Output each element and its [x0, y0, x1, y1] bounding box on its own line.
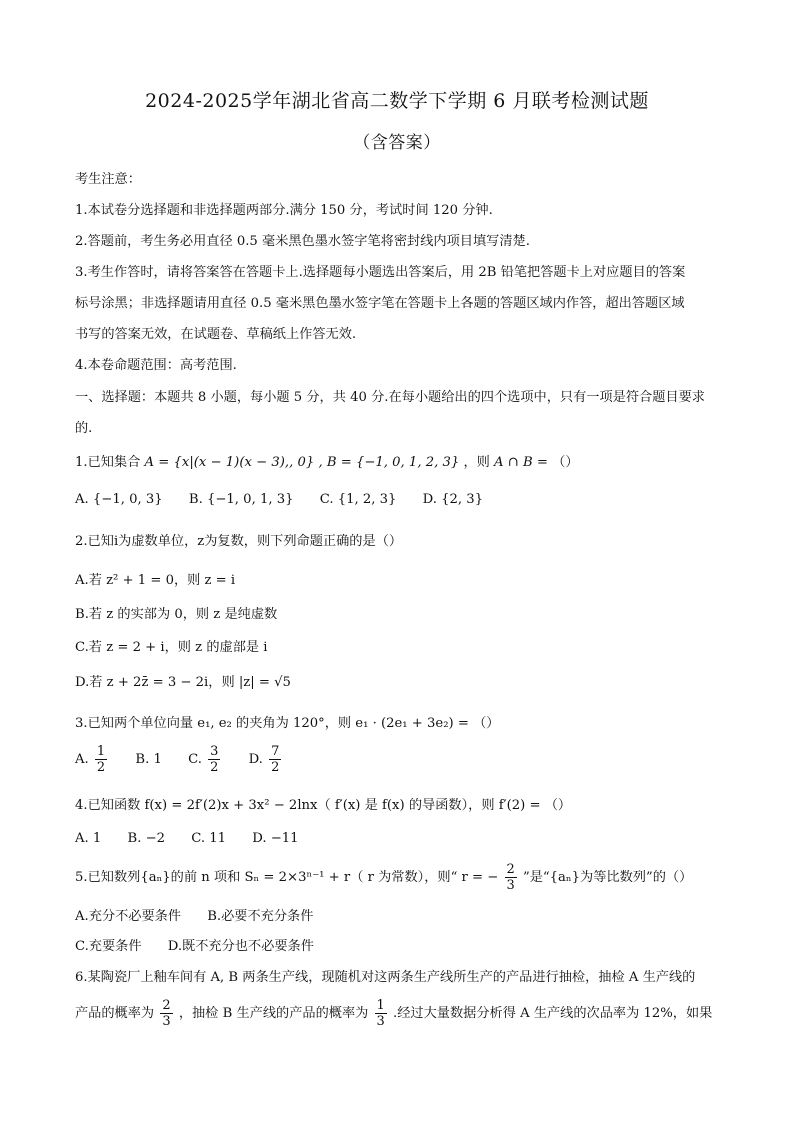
- q3-option-a-num: 1: [96, 744, 106, 759]
- q6-fraction-2-den: 3: [376, 1014, 385, 1029]
- q5-option-b: B.必要不充分条件: [207, 909, 314, 924]
- q3-option-b: B. 1: [135, 752, 162, 767]
- q6-fraction-2-num: 1: [376, 998, 385, 1013]
- section-heading-cont: 的.: [75, 421, 93, 436]
- q2-option-b: B.若 z 的实部为 0，则 z 是纯虚数: [75, 607, 278, 622]
- q6-text-b: ，抽检 B 生产线的产品的概率为: [178, 1006, 369, 1021]
- q5-options-cd: [75, 935, 725, 954]
- q6-text-a: 产品的概率为: [75, 1006, 155, 1021]
- q3-option-d: [249, 744, 284, 775]
- q3-option-c: [188, 744, 222, 775]
- notice-item-1: 1.本试卷分选择题和非选择题两部分.满分 150 分，考试时间 120 分钟.: [75, 203, 493, 218]
- notice-item-3-cont2: 书写的答案无效，在试题卷、草稿纸上作答无效.: [75, 327, 357, 342]
- page-title: 2024-2025学年湖北省高二数学下学期 6 月联考检测试题: [145, 90, 649, 112]
- q4-option-a: A. 1: [75, 831, 102, 846]
- q5-fraction-den: 3: [506, 878, 515, 893]
- q1-expr: A ∩ B =: [494, 455, 553, 470]
- q1-option-b: B. {−1, 0, 1, 3}: [188, 492, 294, 507]
- q4-option-d: D. −11: [252, 831, 299, 846]
- q1-option-d: D. {2, 3}: [422, 492, 484, 507]
- question-6-cont: [75, 998, 725, 1029]
- q2-option-a: A.若 z² + 1 = 0，则 z = i: [75, 573, 236, 588]
- section-heading: 一、选择题：本题共 8 小题，每小题 5 分，共 40 分.在每小题给出的四个选项中，只有一项是符合题目要求: [75, 390, 705, 405]
- q1-options: [75, 492, 725, 507]
- q2-option-c: C.若 z = 2 + i，则 z 的虚部是 i: [75, 640, 268, 655]
- q1-option-a: A. {−1, 0, 3}: [75, 492, 163, 507]
- q6-fraction-1: [160, 998, 172, 1029]
- question-4: 4.已知函数 f(x) = 2f′(2)x + 3x² − 2lnx（ f′(x) 是 f(x) 的导函数），则 f′(2) = （）: [75, 798, 572, 813]
- q3-option-d-fraction: [269, 744, 281, 775]
- q5-stem-a: 5.已知数列{aₙ}的前 n 项和 Sₙ = 2×3ⁿ⁻¹ + r（ r 为常数），则“ r = −: [75, 870, 499, 885]
- q1-option-c: C. {1, 2, 3}: [319, 492, 397, 507]
- notice-item-3: 3.考生作答时，请将答案答在答题卡上.选择题每小题选出答案后，用 2B 铅笔把答题卡上对应题目的答案: [75, 265, 686, 280]
- q5-options-ab: [75, 905, 725, 924]
- q3-option-c-label: C.: [188, 752, 202, 767]
- q3-option-a-fraction: [95, 744, 107, 775]
- notice-item-2: 2.答题前，考生务必用直径 0.5 毫米黑色墨水签字笔将密封线内项目填写清楚.: [75, 234, 530, 249]
- q5-option-d: D.既不充分也不必要条件: [167, 939, 314, 954]
- page-subtitle: （含答案）: [353, 133, 441, 153]
- q3-option-a: [75, 744, 109, 775]
- notice-item-3-cont: 标号涂黑；非选择题请用直径 0.5 毫米黑色墨水签字笔在答题卡上各题的答题区域内作答，超出答题区域: [75, 296, 685, 311]
- q6-fraction-1-den: 3: [162, 1014, 171, 1029]
- q6-text-c: .经过大量数据分析得 A 生产线的次品率为 12%，如果: [393, 1006, 713, 1021]
- question-6: 6.某陶瓷厂上釉车间有 A, B 两条生产线，现随机对这两条生产线所生产的产品进行抽检，抽检 A 生产线的: [75, 970, 696, 985]
- q1-stem-b: ，则: [463, 455, 490, 470]
- q3-option-c-fraction: [208, 744, 220, 775]
- q3-option-a-label: A.: [75, 752, 89, 767]
- question-5: [75, 862, 725, 893]
- q3-option-d-label: D.: [248, 752, 263, 767]
- question-3: 3.已知两个单位向量 e₁, e₂ 的夹角为 120°，则 e₁ · (2e₁ + 3e₂) = （）: [75, 716, 500, 731]
- q1-paren: （）: [552, 455, 579, 470]
- notice-item-4: 4.本卷命题范围：高考范围.: [75, 358, 237, 373]
- q4-option-b: B. −2: [127, 831, 166, 846]
- q4-options: [75, 831, 725, 846]
- q1-stem-a: 1.已知集合: [75, 455, 141, 470]
- q1-set-a: A = {x|(x − 1)(x − 3),, 0}: [144, 455, 315, 470]
- q5-fraction: [505, 862, 517, 893]
- question-1: [75, 451, 725, 470]
- q4-option-c: C. 11: [191, 831, 227, 846]
- q3-option-c-den: 2: [210, 760, 219, 775]
- notice-heading: 考生注意：: [75, 172, 141, 187]
- q3-option-d-den: 2: [271, 760, 280, 775]
- q1-set-b: , B = {−1, 0, 1, 2, 3}: [318, 455, 460, 470]
- q5-fraction-num: 2: [506, 862, 515, 877]
- question-2: 2.已知i为虚数单位，z为复数，则下列命题正确的是（）: [75, 534, 403, 549]
- q5-option-a: A.充分不必要条件: [75, 909, 182, 924]
- q5-stem-b: ”是“{aₙ}为等比数列”的（）: [523, 870, 693, 885]
- q3-option-a-den: 2: [96, 760, 106, 775]
- q3-option-d-num: 7: [271, 744, 280, 759]
- q2-option-d: D.若 z + 2z̄ = 3 − 2i，则 |z| = √5: [75, 675, 291, 690]
- q3-options: [75, 744, 725, 775]
- q6-fraction-2: [375, 998, 387, 1029]
- q3-option-c-num: 3: [210, 744, 219, 759]
- q5-option-c: C.充要条件: [75, 939, 142, 954]
- q6-fraction-1-num: 2: [162, 998, 171, 1013]
